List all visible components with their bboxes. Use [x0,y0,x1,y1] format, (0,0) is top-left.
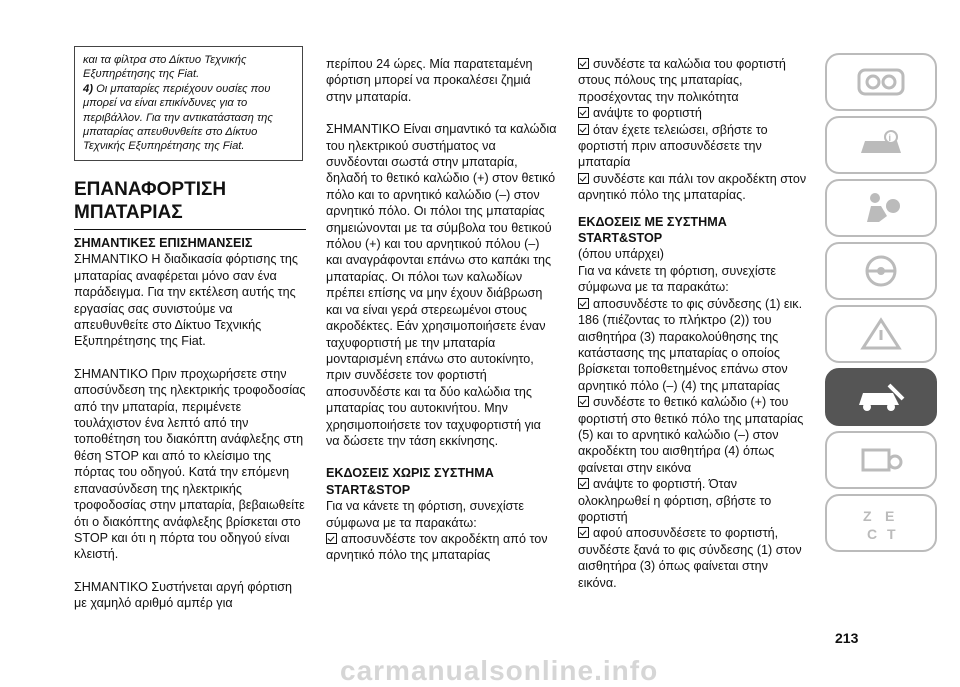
checkbox-bullet-icon [578,396,589,407]
note-text: Οι μπαταρίες περιέχουν ουσίες που μπορεί να είναι επικίνδυνες για το περιβάλλον. Για την αντικατάσταση της μπαταρίας απευθυνθείτε στο Δίκτυο Τεχνικής Εξυπηρέτησης της Fiat. [83,82,273,153]
note-box [74,46,303,161]
checkbox-bullet-icon [578,124,589,135]
watermark: carmanualsonline.info [340,655,659,686]
bullet-item: ανάψτε το φορτιστή. Όταν ολοκληρωθεί η φόρτιση, σβήστε το φορτιστή [578,477,772,524]
bullet-item: συνδέστε τα καλώδια του φορτιστή στους πόλους της μπαταρίας, προσέχοντας την πολικότητα [578,57,786,104]
warning-triangle-icon[interactable] [825,305,937,363]
checkbox-bullet-icon [578,298,589,309]
column-1 [74,178,306,628]
intro-text: Για να κάνετε τη φόρτιση, συνεχίστε σύμφωνα με τα παρακάτω: [578,263,776,295]
bullet-item: αποσυνδέστε τον ακροδέκτη από τον αρνητικό πόλο της μπαταρίας [326,531,548,563]
bullet-item: συνδέστε το θετικό καλώδιο (+) του φορτιστή στο θετικό πόλο της μπαταρίας (5) και το αρνητικό καλώδιο (–) στον ακροδέκτη του αισθητήρα (4) όπως φαίνεται στην εικόνα [578,395,804,475]
paragraph: ΣΗΜΑΝΤΙΚΟ Η διαδικασία φόρτισης της μπαταρίας αναφέρεται μόνο σαν ένα παράδειγμα. Για την εκτέλεση αυτής της εργασίας σας συνιστούμε να απευθυνθείτε στο Δίκτυο Τεχνικής Εξυπηρέτησης της Fiat. [74,252,298,349]
bullet-item: αποσυνδέστε το φις σύνδεσης (1) εικ. 186 (πιέζοντας το πλήκτρο (2)) του αισθητήρα (3) παρακολούθησης της κατάστασης της μπαταρίας ο οποίος βρίσκεται τοποθετημένος επάνω στον αρνητικό πόλο (–) (4) της μπαταρίας [578,296,803,393]
svg-text:C: C [867,526,878,542]
divider [74,229,306,230]
checkbox-bullet-icon [578,527,589,538]
svg-text:i: i [888,133,892,143]
bullet-item: ανάψτε το φορτιστή [578,105,810,121]
section-title: ΕΠΑΝΑΦΟΡΤΙΣΗ ΜΠΑΤΑΡΙΑΣ [74,179,227,223]
column-2 [326,56,558,564]
paragraph: ΣΗΜΑΝΤΙΚΟ Συστήνεται αργή φόρτιση με χαμηλό αριθμό αμπέρ για [74,579,293,611]
bullet-item: αφού αποσυνδέσετε το φορτιστή, συνδέστε ξανά το φις σύνδεσης (1) στον αισθητήρα (3) όπως φαίνεται στην εικόνα. [578,526,802,590]
chapter-tabs [825,53,945,557]
intro-text: Για να κάνετε τη φόρτιση, συνεχίστε σύμφωνα με τα παρακάτω: [326,499,524,530]
car-service-icon[interactable] [825,368,937,426]
svg-text:Z: Z [863,508,872,524]
checkbox-bullet-icon [578,107,589,118]
svg-text:T: T [887,526,896,542]
dashboard-icon[interactable] [825,53,937,111]
alphabet-index-icon[interactable] [825,494,937,552]
checkbox-bullet-icon [578,58,589,69]
column-3 [578,56,810,591]
section-note: (όπου υπάρχει) [578,247,664,262]
note-line2 [83,82,294,154]
checkbox-bullet-icon [326,533,337,544]
page-number: 213 [835,630,859,646]
bullet-item: συνδέστε και πάλι τον ακροδέκτη στον αρνητικό πόλο της μπαταρίας. [578,171,807,203]
airbag-safety-icon[interactable] [825,179,937,237]
svg-text:E: E [885,508,895,524]
steering-wheel-icon[interactable] [825,242,937,300]
paragraph: περίπου 24 ώρες. Μία παρατεταμένη φόρτιση μπορεί να προκαλέσει ζημιά στην μπαταρία. [326,57,533,104]
paragraph: ΣΗΜΑΝΤΙΚΟ Είναι σημαντικό τα καλώδια του ηλεκτρικού συστήματος να συνδέονται σωστά στην μπαταρία, δηλαδή το θετικό καλώδιο (+) στον θετικό πόλο και το αρνητικό καλώδιο (–) στον αρνητικό πόλο. Οι πόλοι της μπαταρίας σημειώνονται με τα σύμβολα του θετικού πόλου (+) και του αρνητικού πόλου (–) και αναγράφονται επάνω στο καπάκι της μπαταρίας. Οι πόλοι των καλωδίων πρέπει επίσης να μην έχουν διάβρωση και να είναι γερά στερεωμένοι στους ακροδέκτες. Εάν χρησιμοποιήσετε έναν ταχυφορτιστή με την μπαταρία μονταρισμένη επάνω στο αυτοκίνητο, πριν συνδέσετε τον φορτιστή αποσυνδέστε και τα δύο καλώδια της μπαταρίας του αυτοκινήτου. Μην χρησιμοποιήσετε τον ταχυφορτιστή για να δώσετε την τάση εκκίνησης. [326,122,557,448]
bullet-item: όταν έχετε τελειώσει, σβήστε το φορτιστή πριν αποσυνδέσετε την μπαταρία [578,122,768,170]
paragraph: ΣΗΜΑΝΤΙΚΟ Πριν προχωρήσετε στην αποσύνδεση της ηλεκτρικής τροφοδοσίας από την μπαταρία, περιμένετε τουλάχιστον ένα λεπτό από την τοποθέτηση του διακόπτη ανάφλεξης στη θέση STOP και από το κλείσιμο της πόρτας του οδηγού. Κατά την επόμενη επανασύνδεση της ηλεκτρικής τροφοδοσίας στην μπαταρία, βεβαιωθείτε ότι ο διακόπτης ανάφλεξης βρίσκεται στο STOP και ότι η πόρτα του οδηγού είναι κλειστή. [74,366,306,562]
settings-multimedia-icon[interactable] [825,431,937,489]
section-heading: ΕΚΔΟΣΕΙΣ ΜΕ ΣΥΣΤΗΜΑ START&STOP [578,214,727,246]
note-number: 4) [83,82,93,95]
section-subtitle: ΣΗΜΑΝΤΙΚΕΣ ΕΠΙΣΗΜΑΝΣΕΙΣ [74,236,253,250]
section-heading: ΕΚΔΟΣΕΙΣ ΧΩΡΙΣ ΣΥΣΤΗΜΑ START&STOP [326,466,494,497]
note-line1: και τα φίλτρα στο Δίκτυο Τεχνικής Εξυπηρέτησης της Fiat. [83,54,247,81]
checkbox-bullet-icon [578,173,589,184]
checkbox-bullet-icon [578,478,589,489]
car-info-icon[interactable] [825,116,937,174]
